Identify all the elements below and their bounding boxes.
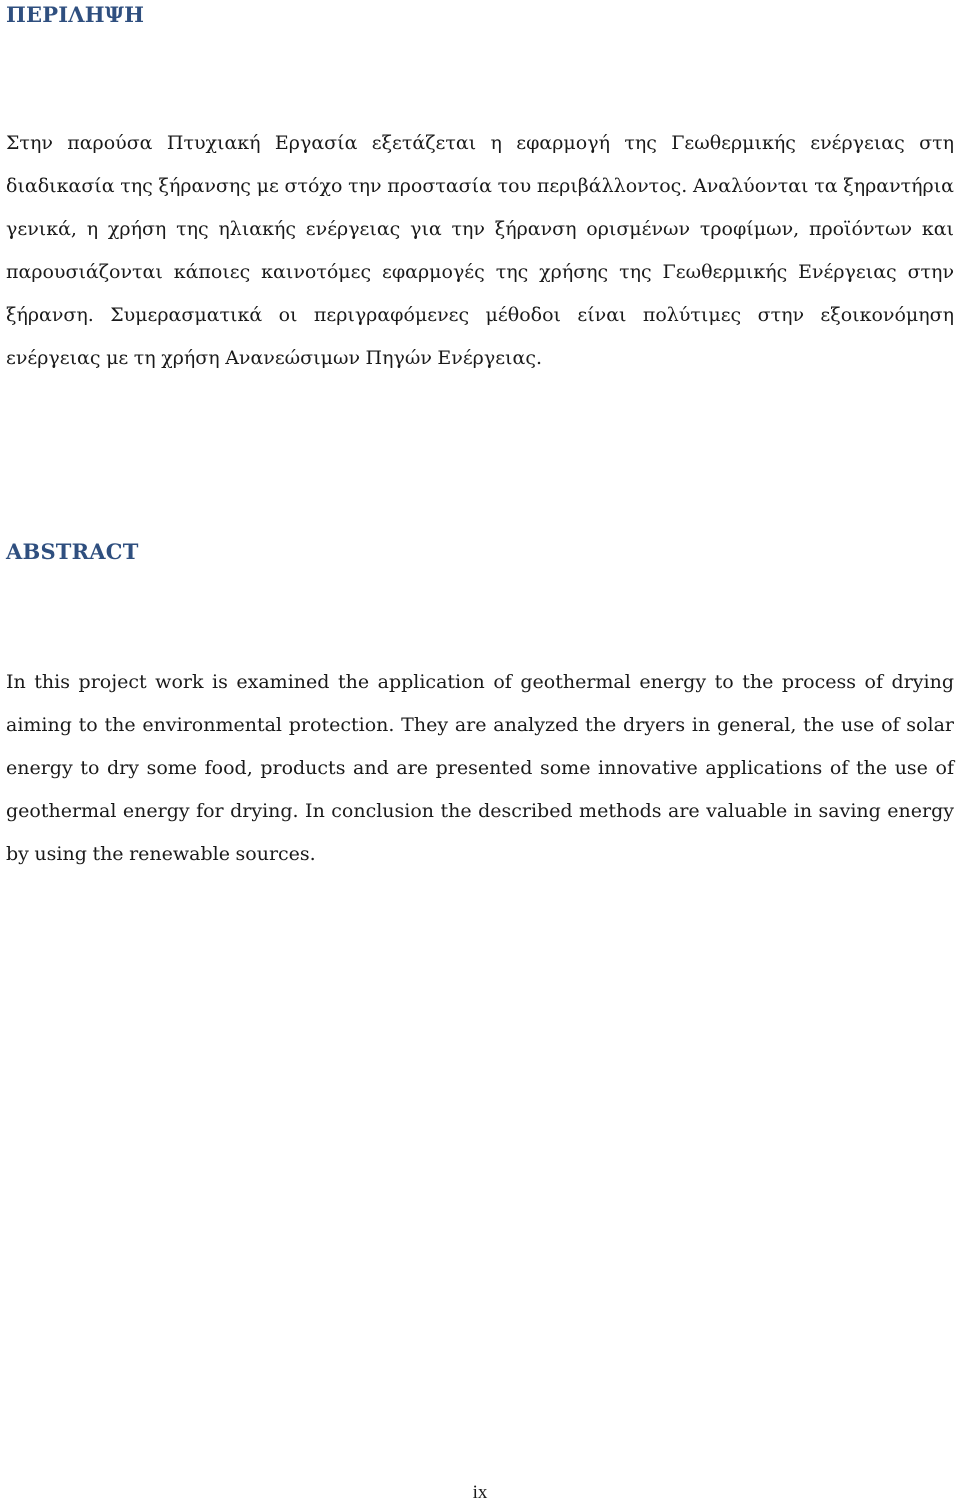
greek-abstract-paragraph: Στην παρούσα Πτυχιακή Εργασία εξετάζεται η εφαρμογή της Γεωθερμικής ενέργειας στη διαδικασία της ξήρανσης με στόχο την προστασία του περιβάλλοντος. Αναλύονται τα ξηραντήρια γενικά, η χρήση της ηλιακής ενέργειας για την ξήρανση ορισμένων τροφίμων, προϊόντων και παρουσιάζονται κάποιες καινοτόμες εφαρμογές της χρήσης της Γεωθερμικής Ενέργειας στην ξήρανση. Συμερασματικά οι περιγραφόμενες μέθοδοι είναι πολύτιμες στην εξοικονόμηση ενέργειας με τη χρήση Ανανεώσιμων Πηγών Ενέργειας. <box>6 132 954 369</box>
english-abstract-heading: ABSTRACT <box>6 539 139 564</box>
page-number: ix <box>472 1482 488 1503</box>
english-abstract-paragraph: In this project work is examined the application of geothermal energy to the process of drying aiming to the environmental protection. They are analyzed the dryers in general, the use of solar energy to dry some food, products and are presented some innovative applications of the use of geothermal energy for drying. In conclusion the described methods are valuable in saving energy by using the renewable sources. <box>6 671 954 865</box>
greek-abstract-heading: ΠΕΡΙΛΗΨΗ <box>6 2 145 27</box>
